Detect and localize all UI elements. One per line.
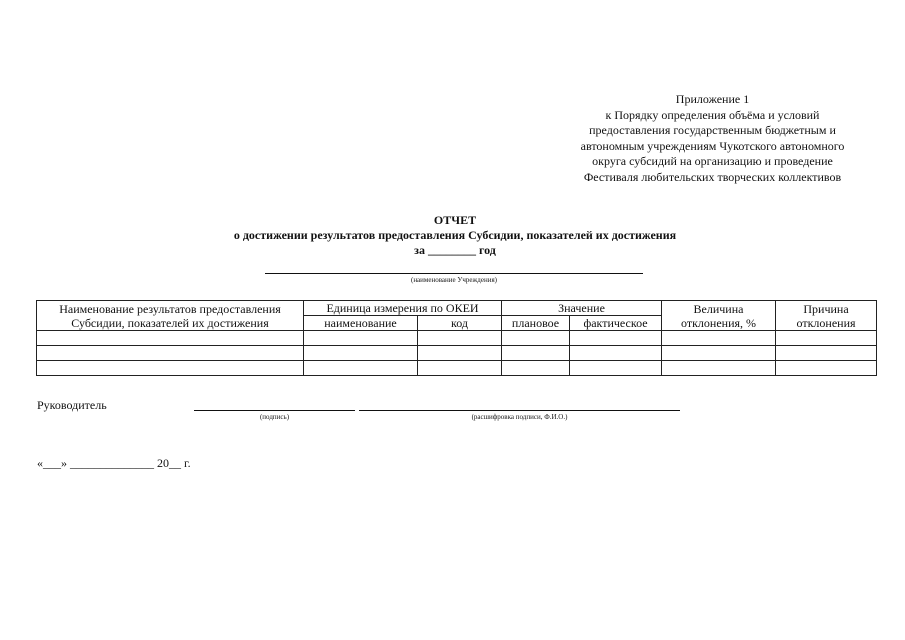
table-cell[interactable]: [37, 361, 304, 376]
header-unit: Единица измерения по ОКЕИ: [304, 301, 502, 316]
table-cell[interactable]: [304, 361, 418, 376]
appendix-line: округа субсидий на организацию и проведение: [592, 154, 833, 169]
table-cell[interactable]: [37, 331, 304, 346]
header-deviation: Величина отклонения, %: [662, 301, 776, 331]
signature-line[interactable]: [194, 410, 355, 411]
table-cell[interactable]: [662, 361, 776, 376]
table-header-row: [37, 301, 877, 316]
report-subtitle: о достижении результатов предоставления Субсидии, показателей их достижения: [233, 228, 677, 242]
table-cell[interactable]: [304, 331, 418, 346]
table-row: [37, 346, 877, 361]
report-title-block: [170, 213, 740, 258]
appendix-line: автономным учреждениям Чукотского автономного: [580, 138, 845, 153]
table-cell[interactable]: [502, 331, 570, 346]
signature-decode-line[interactable]: [359, 410, 680, 411]
appendix-line: к Порядку определения объёма и условий: [605, 107, 820, 122]
institution-name-line: [265, 273, 643, 274]
institution-caption: (наименование Учреждения): [410, 276, 497, 284]
table-cell[interactable]: [776, 361, 877, 376]
header-unit-code: код: [418, 316, 502, 331]
table-cell[interactable]: [570, 331, 662, 346]
table-cell[interactable]: [570, 346, 662, 361]
appendix-block: [560, 92, 865, 186]
table-cell[interactable]: [418, 361, 502, 376]
table-cell[interactable]: [418, 331, 502, 346]
appendix-line: Фестиваля любительских творческих коллективов: [583, 169, 842, 184]
appendix-line: предоставления государственным бюджетным и: [589, 123, 836, 138]
table-cell[interactable]: [502, 361, 570, 376]
table-row: [37, 331, 877, 346]
table-cell[interactable]: [418, 346, 502, 361]
report-title: ОТЧЕТ: [433, 213, 477, 227]
date-line[interactable]: «___» ______________ 20__ г.: [37, 456, 191, 470]
table-cell[interactable]: [502, 346, 570, 361]
signature-caption: (подпись): [259, 413, 290, 421]
table-cell[interactable]: [570, 361, 662, 376]
table-row: [37, 361, 877, 376]
header-value: Значение: [502, 301, 662, 316]
header-reason: Причина отклонения: [776, 301, 877, 331]
table-cell[interactable]: [304, 346, 418, 361]
header-unit-name: наименование: [304, 316, 418, 331]
table-cell[interactable]: [776, 331, 877, 346]
report-table: [36, 300, 877, 376]
table-cell[interactable]: [662, 331, 776, 346]
signature-decode-caption: (расшифровка подписи, Ф.И.О.): [471, 413, 568, 421]
appendix-line: Приложение 1: [675, 92, 750, 106]
header-value-fact: фактическое: [570, 316, 662, 331]
header-results: Наименование результатов предоставления Субсидии, показателей их достижения: [37, 301, 304, 331]
report-year: за ________ год: [414, 243, 496, 257]
table-cell[interactable]: [662, 346, 776, 361]
table-cell[interactable]: [37, 346, 304, 361]
head-label: Руководитель: [37, 398, 107, 412]
header-value-plan: плановое: [502, 316, 570, 331]
table-cell[interactable]: [776, 346, 877, 361]
